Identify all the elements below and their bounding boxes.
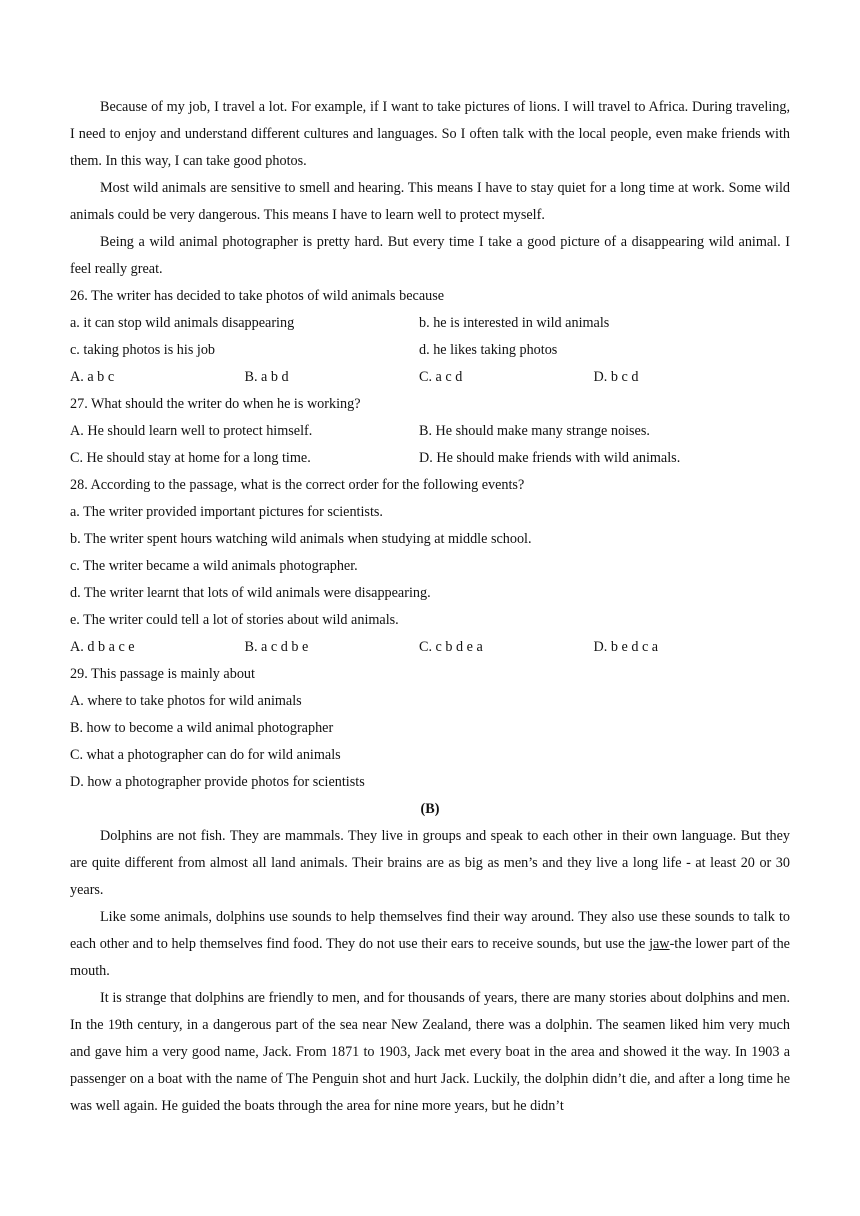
question-26-stem: 26. The writer has decided to take photos of wild animals because (70, 288, 445, 304)
question-26-options (70, 364, 790, 391)
question-29-option-a[interactable]: A. where to take photos for wild animals (70, 693, 302, 709)
question-28-option-b[interactable]: B. a c d b e (244, 639, 309, 655)
question-27-options-row-2 (70, 445, 790, 472)
question-26-option-b[interactable]: B. a b d (244, 369, 289, 385)
underlined-word-jaw: jaw (649, 936, 670, 952)
question-29-option-b[interactable]: B. how to become a wild animal photographer (70, 720, 334, 736)
question-28-option-d[interactable]: D. b e d c a (593, 639, 659, 655)
question-27-option-b[interactable]: B. He should make many strange noises. (419, 423, 650, 439)
passage-a-paragraph-3: Being a wild animal photographer is pretty hard. But every time I take a good picture of a disappearing wild animal. I feel really great. (70, 234, 790, 277)
question-28-option-a[interactable]: A. d b a c e (70, 639, 135, 655)
question-28-stem: 28. According to the passage, what is the correct order for the following events? (70, 477, 525, 493)
question-28-item-b: b. The writer spent hours watching wild animals when studying at middle school. (70, 531, 532, 547)
question-26-item-a: a. it can stop wild animals disappearing (70, 315, 295, 331)
passage-b-paragraph-1: Dolphins are not fish. They are mammals. They live in groups and speak to each other in their own language. But they are quite different from almost all land animals. Their brains are as big as men’s and they live a long life - at least 20 or 30 years. (70, 828, 790, 898)
question-26-items-row-1 (70, 310, 790, 337)
question-26-option-d[interactable]: D. b c d (593, 369, 639, 385)
question-28-item-e: e. The writer could tell a lot of stories about wild animals. (70, 612, 399, 628)
question-27-options-row-1 (70, 418, 790, 445)
document-page (70, 94, 790, 1120)
question-26-option-c[interactable]: C. a c d (419, 369, 463, 385)
question-27-option-a[interactable]: A. He should learn well to protect himself. (70, 423, 313, 439)
question-26-item-d: d. he likes taking photos (419, 342, 558, 358)
question-27-stem: 27. What should the writer do when he is working? (70, 396, 361, 412)
question-28-item-d: d. The writer learnt that lots of wild animals were disappearing. (70, 585, 431, 601)
question-27-option-c[interactable]: C. He should stay at home for a long time. (70, 450, 311, 466)
question-29-option-d[interactable]: D. how a photographer provide photos for scientists (70, 774, 365, 790)
question-27-option-d[interactable]: D. He should make friends with wild animals. (419, 450, 681, 466)
question-26-item-b: b. he is interested in wild animals (419, 315, 610, 331)
passage-b-paragraph-3: It is strange that dolphins are friendly to men, and for thousands of years, there are many stories about dolphins and men. In the 19th century, in a dangerous part of the sea near New Zealand, there was a dolphin. The seamen liked him very much and gave him a very good name, Jack. From 1871 to 1903, Jack met every boat in the area and showed it the way. In 1903 a passenger on a boat with the name of The Penguin shot and hurt Jack. Luckily, the dolphin didn’t die, and after a long time he was well again. He guided the boats through the area for nine more years, but he didn’t (70, 990, 790, 1114)
question-26-items-row-2 (70, 337, 790, 364)
question-26-option-a[interactable]: A. a b c (70, 369, 115, 385)
passage-a-paragraph-2: Most wild animals are sensitive to smell and hearing. This means I have to stay quiet for a long time at work. Some wild animals could be very dangerous. This means I have to learn well to protect myself. (70, 180, 790, 223)
passage-a-paragraph-1: Because of my job, I travel a lot. For example, if I want to take pictures of lions. I will travel to Africa. During traveling, I need to enjoy and understand different cultures and languages. So I often talk with the local people, even make friends with them. In this way, I can take good photos. (70, 99, 790, 169)
section-b-heading: (B) (420, 801, 440, 817)
question-28-item-a: a. The writer provided important pictures for scientists. (70, 504, 383, 520)
passage-b-paragraph-2 (70, 904, 790, 985)
question-29-stem: 29. This passage is mainly about (70, 666, 255, 682)
passage-b-paragraph-2-text-before: Like some animals, dolphins use sounds to help themselves find their way around. They also use these sounds to talk to each other and to help themselves find food. They do not use their ears to receive sounds, but use the (70, 909, 790, 952)
passage-b-paragraph-2-text-after: -the lower part of the mouth. (70, 936, 790, 979)
question-28-option-c[interactable]: C. c b d e a (419, 639, 483, 655)
question-28-options (70, 634, 790, 661)
question-26-item-c: c. taking photos is his job (70, 342, 216, 358)
question-28-item-c: c. The writer became a wild animals photographer. (70, 558, 358, 574)
question-29-option-c[interactable]: C. what a photographer can do for wild animals (70, 747, 341, 763)
